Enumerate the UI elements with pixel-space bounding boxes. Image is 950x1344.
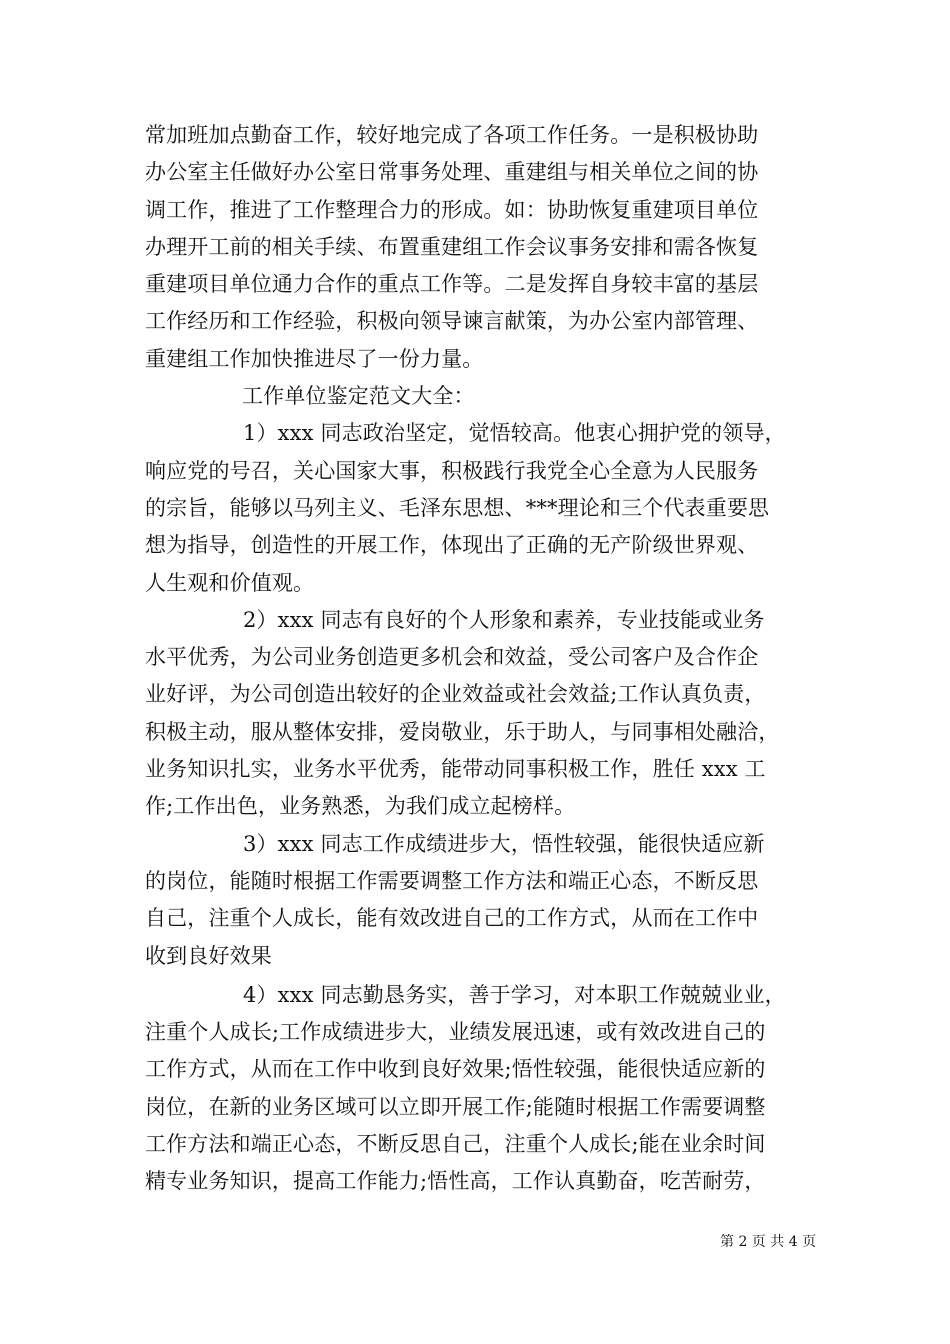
text-line: 水平优秀，为公司业务创造更多机会和效益，受公司客户及合作企 (145, 645, 759, 670)
intro-paragraph (145, 117, 825, 378)
text-line: 重建组工作加快推进尽了一份力量。 (145, 346, 484, 371)
text-line: 业好评，为公司创造出较好的企业效益或社会效益;工作认真负责， (145, 682, 766, 707)
text-line: 自己，注重个人成长，能有效改进自己的工作方式，从而在工作中 (145, 906, 759, 931)
text-line: 作;工作出色，业务熟悉，为我们成立起榜样。 (145, 794, 576, 819)
text-line: 精专业务知识，提高工作能力;悟性高，工作认真勤奋，吃苦耐劳， (145, 1169, 766, 1194)
text-line: 岗位，在新的业务区域可以立即开展工作;能随时根据工作需要调整 (145, 1094, 766, 1119)
text-line: 工作方法和端正心态，不断反思自己，注重个人成长;能在业余时间 (145, 1132, 766, 1157)
text-line: 4）xxx 同志勤恳务实，善于学习，对本职工作兢兢业业， (243, 982, 786, 1007)
text-line: 的岗位，能随时根据工作需要调整工作方法和端正心态，不断反思 (145, 868, 759, 893)
text-line: 响应党的号召，关心国家大事，积极践行我党全心全意为人民服务 (145, 458, 759, 483)
text-line: 重建项目单位通力合作的重点工作等。二是发挥自身较丰富的基层 (145, 272, 759, 297)
text-line: 2）xxx 同志有良好的个人形象和素养，专业技能或业务 (243, 607, 765, 632)
item-paragraph-2 (145, 602, 825, 826)
text-line: 想为指导，创造性的开展工作，体现出了正确的无产阶级世界观、 (145, 533, 759, 558)
item-paragraph-1 (145, 415, 825, 601)
text-line: 调工作，推进了工作整理合力的形成。如：协助恢复重建项目单位 (145, 197, 759, 222)
item-paragraph-4 (145, 977, 825, 1201)
text-line: 1）xxx 同志政治坚定，觉悟较高。他衷心拥护党的领导， (243, 421, 786, 446)
text-line: 3）xxx 同志工作成绩进步大，悟性较强，能很快适应新 (243, 831, 765, 856)
text-line: 常加班加点勤奋工作，较好地完成了各项工作任务。一是积极协助 (145, 123, 759, 147)
section-heading: 工作单位鉴定范文大全： (242, 384, 475, 409)
text-line: 的宗旨，能够以马列主义、毛泽东思想、***理论和三个代表重要思 (145, 495, 770, 520)
text-line: 收到良好效果 (145, 943, 272, 968)
text-line: 注重个人成长;工作成绩进步大，业绩发展迅速，或有效改进自己的 (145, 1020, 766, 1045)
text-line: 办理开工前的相关手续、布置重建组工作会议事务安排和需各恢复 (145, 234, 759, 259)
page-indicator: 第 2 页 共 4 页 (720, 1234, 817, 1250)
text-line: 积极主动，服从整体安排，爱岗敬业，乐于助人，与同事相处融洽， (145, 719, 780, 744)
text-line: 工作经历和工作经验，积极向领导谏言献策，为办公室内部管理、 (145, 309, 759, 334)
text-line: 办公室主任做好办公室日常事务处理、重建组与相关单位之间的协 (145, 160, 759, 185)
document-body (145, 117, 825, 1201)
text-line: 工作方式，从而在工作中收到良好效果;悟性较强，能很快适应新的 (145, 1057, 766, 1082)
text-line: 人生观和价值观。 (145, 570, 315, 595)
item-paragraph-3 (145, 826, 825, 975)
text-line: 业务知识扎实，业务水平优秀，能带动同事积极工作，胜任 xxx 工 (145, 757, 766, 782)
